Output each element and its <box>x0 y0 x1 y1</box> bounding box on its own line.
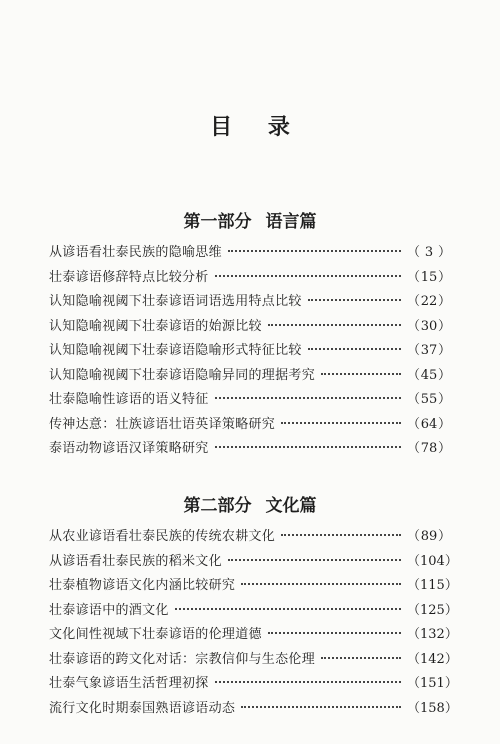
toc-entry-title: 认知隐喻视阈下壮泰谚语隐喻形式特征比较 <box>49 343 302 358</box>
paren-close: ） <box>437 441 451 456</box>
paren-close: ） <box>437 245 451 260</box>
toc-entry[interactable] <box>49 364 451 389</box>
toc-entry-page <box>407 648 458 673</box>
toc-entry-page <box>407 241 451 266</box>
paren-close: ） <box>437 318 451 334</box>
page-number: 45 <box>420 367 438 383</box>
toc-entry-page <box>407 437 451 462</box>
paren-close: ） <box>444 602 458 618</box>
dot-leader <box>308 348 401 350</box>
toc-section-culture <box>49 525 458 721</box>
paren-open: （ <box>407 416 421 432</box>
toc-entry[interactable] <box>49 697 458 722</box>
toc-entry-title: 从谚语看壮泰民族的隐喻思维 <box>49 245 222 260</box>
toc-entry-page <box>407 550 458 575</box>
toc-entry[interactable] <box>49 550 458 575</box>
paren-close: ） <box>444 676 458 691</box>
paren-open: （ <box>407 700 421 716</box>
toc-entry-page <box>407 339 451 364</box>
dot-leader <box>215 397 401 399</box>
dot-leader <box>228 559 401 561</box>
dot-leader <box>268 632 401 634</box>
paren-close: ） <box>437 416 451 432</box>
paren-open: （ <box>407 627 421 642</box>
page-number: 78 <box>420 441 438 456</box>
dot-leader <box>215 681 401 683</box>
toc-entry-page <box>407 599 458 624</box>
dot-leader <box>321 657 401 659</box>
page-number: 115 <box>420 578 445 593</box>
toc-entry[interactable] <box>49 525 451 550</box>
toc-entry-title: 认知隐喻视阈下壮泰谚语的始源比较 <box>49 318 262 334</box>
toc-entry-page <box>407 672 458 697</box>
paren-open: （ <box>407 553 421 569</box>
toc-entry[interactable] <box>49 290 451 315</box>
paren-open: （ <box>407 529 421 544</box>
dot-leader <box>228 250 401 252</box>
page-number: 15 <box>420 269 438 285</box>
toc-entry-title: 泰语动物谚语汉译策略研究 <box>49 441 209 456</box>
toc-entry-title: 流行文化时期泰国熟语谚语动态 <box>49 700 236 716</box>
dot-leader <box>281 534 401 536</box>
dot-leader <box>321 373 401 375</box>
page-number: 89 <box>420 529 438 544</box>
toc-entry-page <box>407 574 458 599</box>
toc-entry-title: 文化间性视域下壮泰谚语的伦理道德 <box>49 627 262 642</box>
toc-entry-title: 认知隐喻视阈下壮泰谚语隐喻异同的理据考究 <box>49 367 316 383</box>
toc-entry[interactable] <box>49 672 458 697</box>
page-number: 64 <box>420 416 438 432</box>
paren-open: （ <box>407 392 421 407</box>
toc-entry[interactable] <box>49 437 451 462</box>
toc-entry[interactable] <box>49 339 451 364</box>
toc-entry[interactable] <box>49 648 458 673</box>
paren-close: ） <box>444 553 458 569</box>
toc-section-language <box>49 241 451 462</box>
paren-open: （ <box>407 294 421 309</box>
page-number: 158 <box>420 700 445 716</box>
toc-entry-title: 认知隐喻视阈下壮泰谚语词语选用特点比较 <box>49 294 302 309</box>
toc-entry[interactable] <box>49 241 451 266</box>
toc-entry-page <box>407 388 451 413</box>
toc-entry-page <box>407 266 451 291</box>
toc-entry-page <box>407 413 451 438</box>
toc-entry-page <box>407 364 451 389</box>
dot-leader <box>175 608 401 610</box>
toc-entry[interactable] <box>49 388 451 413</box>
paren-close: ） <box>444 578 458 593</box>
dot-leader <box>281 422 401 424</box>
toc-entry-page <box>407 623 458 648</box>
page-number: 142 <box>420 651 445 667</box>
toc-entry-title: 壮泰谚语中的酒文化 <box>49 602 169 618</box>
toc-entry-title: 壮泰植物谚语文化内涵比较研究 <box>49 578 236 593</box>
paren-open: （ <box>407 245 421 260</box>
paren-open: （ <box>407 578 421 593</box>
toc-entry[interactable] <box>49 599 458 624</box>
toc-entry-page <box>407 525 451 550</box>
page-title: 目 录 <box>210 114 304 140</box>
toc-entry-title: 壮泰谚语的跨文化对话：宗教信仰与生态伦理 <box>49 651 316 667</box>
toc-entry-title: 壮泰谚语修辞特点比较分析 <box>49 269 209 285</box>
page-number: 37 <box>420 343 438 358</box>
paren-close: ） <box>437 529 451 544</box>
dot-leader <box>268 324 401 326</box>
toc-entry-page <box>407 290 451 315</box>
dot-leader <box>215 446 401 448</box>
dot-leader <box>308 299 401 301</box>
toc-entry-title: 传神达意：壮族谚语壮语英译策略研究 <box>49 416 276 432</box>
paren-open: （ <box>407 269 421 285</box>
part-heading-2 <box>0 491 500 516</box>
paren-open: （ <box>407 343 421 358</box>
page-number: 30 <box>420 318 438 334</box>
paren-close: ） <box>437 392 451 407</box>
toc-entry-page <box>407 697 458 722</box>
paren-open: （ <box>407 651 421 667</box>
page-number: 3 <box>424 245 434 260</box>
toc-entry[interactable] <box>49 315 451 340</box>
part-heading-1 <box>0 207 500 232</box>
paren-close: ） <box>437 269 451 285</box>
paren-open: （ <box>407 441 421 456</box>
part-name: 文化篇 <box>265 496 317 516</box>
page-number: 132 <box>420 627 445 642</box>
paren-open: （ <box>407 318 421 334</box>
paren-close: ） <box>437 367 451 383</box>
page-number: 22 <box>420 294 438 309</box>
toc-entry-title: 从农业谚语看壮泰民族的传统农耕文化 <box>49 529 276 544</box>
paren-close: ） <box>444 651 458 667</box>
dot-leader <box>241 583 401 585</box>
paren-close: ） <box>444 627 458 642</box>
paren-close: ） <box>437 294 451 309</box>
page-number: 104 <box>420 553 445 569</box>
toc-entry-title: 壮泰气象谚语生活哲理初探 <box>49 676 209 691</box>
paren-open: （ <box>407 367 421 383</box>
part-number: 第一部分 <box>183 212 252 232</box>
toc-entry-title: 从谚语看壮泰民族的稻米文化 <box>49 553 222 569</box>
paren-open: （ <box>407 602 421 618</box>
dot-leader <box>241 706 401 708</box>
toc-entry[interactable] <box>49 413 451 438</box>
page-number: 55 <box>420 392 438 407</box>
paren-close: ） <box>444 700 458 716</box>
page-number: 125 <box>420 602 445 618</box>
dot-leader <box>215 275 401 277</box>
toc-entry-page <box>407 315 451 340</box>
paren-open: （ <box>407 676 421 691</box>
toc-entry-title: 壮泰隐喻性谚语的语义特征 <box>49 392 209 407</box>
page-number: 151 <box>420 676 445 691</box>
paren-close: ） <box>437 343 451 358</box>
toc-entry[interactable] <box>49 623 458 648</box>
part-name: 语言篇 <box>265 212 317 232</box>
part-number: 第二部分 <box>183 496 252 516</box>
toc-entry[interactable] <box>49 574 458 599</box>
toc-entry[interactable] <box>49 266 451 291</box>
